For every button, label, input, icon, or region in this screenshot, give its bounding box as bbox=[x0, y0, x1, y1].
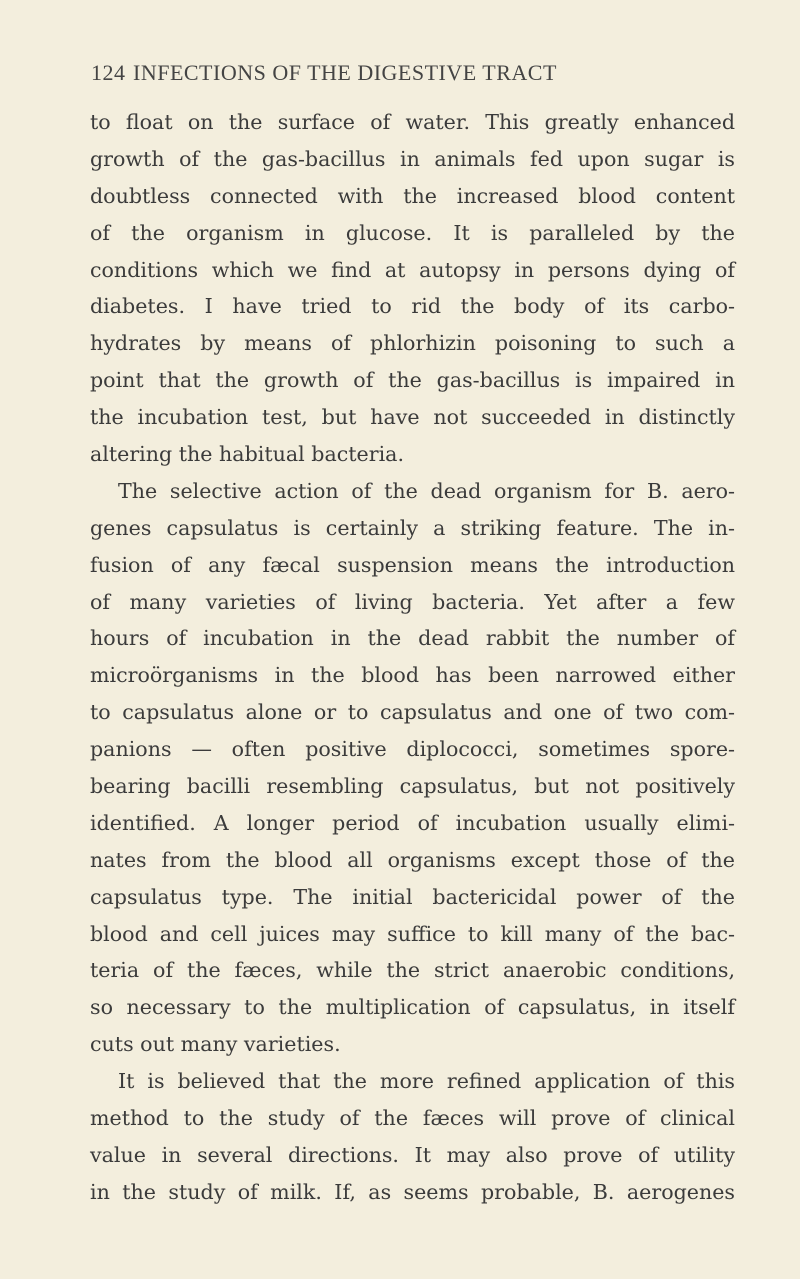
body-text bbox=[90, 104, 735, 1211]
text-line: in the study of milk. If, as seems probable, B. aerogenes bbox=[90, 1179, 735, 1204]
text-line: cuts out many varieties. bbox=[90, 1032, 341, 1057]
text-line: panions — often positive diplococci, sometimes spore- bbox=[90, 737, 735, 762]
text-line: point that the growth of the gas-bacillus is impaired in bbox=[90, 368, 735, 393]
text-line: hours of incubation in the dead rabbit the number of bbox=[90, 626, 735, 651]
text-line: fusion of any fæcal suspension means the introduction bbox=[90, 552, 735, 577]
text-line: capsulatus type. The initial bactericidal power of the bbox=[90, 884, 735, 909]
text-line: method to the study of the fæces will prove of clinical bbox=[90, 1106, 735, 1131]
text-line: of many varieties of living bacteria. Yet after a few bbox=[90, 589, 735, 614]
text-line: bearing bacilli resembling capsulatus, but not positively bbox=[90, 774, 735, 799]
text-line: hydrates by means of phlorhizin poisoning to such a bbox=[90, 331, 735, 356]
page-number: 124 bbox=[91, 60, 126, 85]
text-line: value in several directions. It may also prove of utility bbox=[90, 1142, 735, 1167]
text-line: growth of the gas-bacillus in animals fed upon sugar is bbox=[90, 146, 735, 171]
text-line: so necessary to the multiplication of capsulatus, in itself bbox=[90, 995, 735, 1020]
text-line: microörganisms in the blood has been narrowed either bbox=[90, 663, 735, 688]
text-line: altering the habitual bacteria. bbox=[90, 442, 404, 467]
text-line: genes capsulatus is certainly a striking feature. The in- bbox=[90, 515, 735, 540]
text-line: identified. A longer period of incubation usually elimi- bbox=[90, 810, 735, 835]
text-line: doubtless connected with the increased blood content bbox=[90, 183, 735, 208]
text-line: The selective action of the dead organism for B. aero- bbox=[118, 478, 735, 503]
running-head: INFECTIONS OF THE DIGESTIVE TRACT bbox=[133, 60, 557, 85]
text-line: teria of the fæces, while the strict anaerobic conditions, bbox=[90, 958, 735, 983]
text-line: It is believed that the more refined application of this bbox=[118, 1069, 735, 1094]
text-line: blood and cell juices may suffice to kill many of the bac- bbox=[90, 921, 735, 946]
text-line: nates from the blood all organisms except those of the bbox=[90, 847, 735, 872]
text-line: the incubation test, but have not succeeded in distinctly bbox=[90, 405, 735, 430]
text-line: of the organism in glucose. It is paralleled by the bbox=[90, 220, 735, 245]
text-line: to capsulatus alone or to capsulatus and one of two com- bbox=[90, 700, 735, 725]
text-line: conditions which we find at autopsy in persons dying of bbox=[90, 257, 735, 282]
text-line: diabetes. I have tried to rid the body of its carbo- bbox=[90, 294, 735, 319]
page-header bbox=[91, 60, 691, 94]
text-line: to float on the surface of water. This greatly enhanced bbox=[90, 110, 735, 134]
